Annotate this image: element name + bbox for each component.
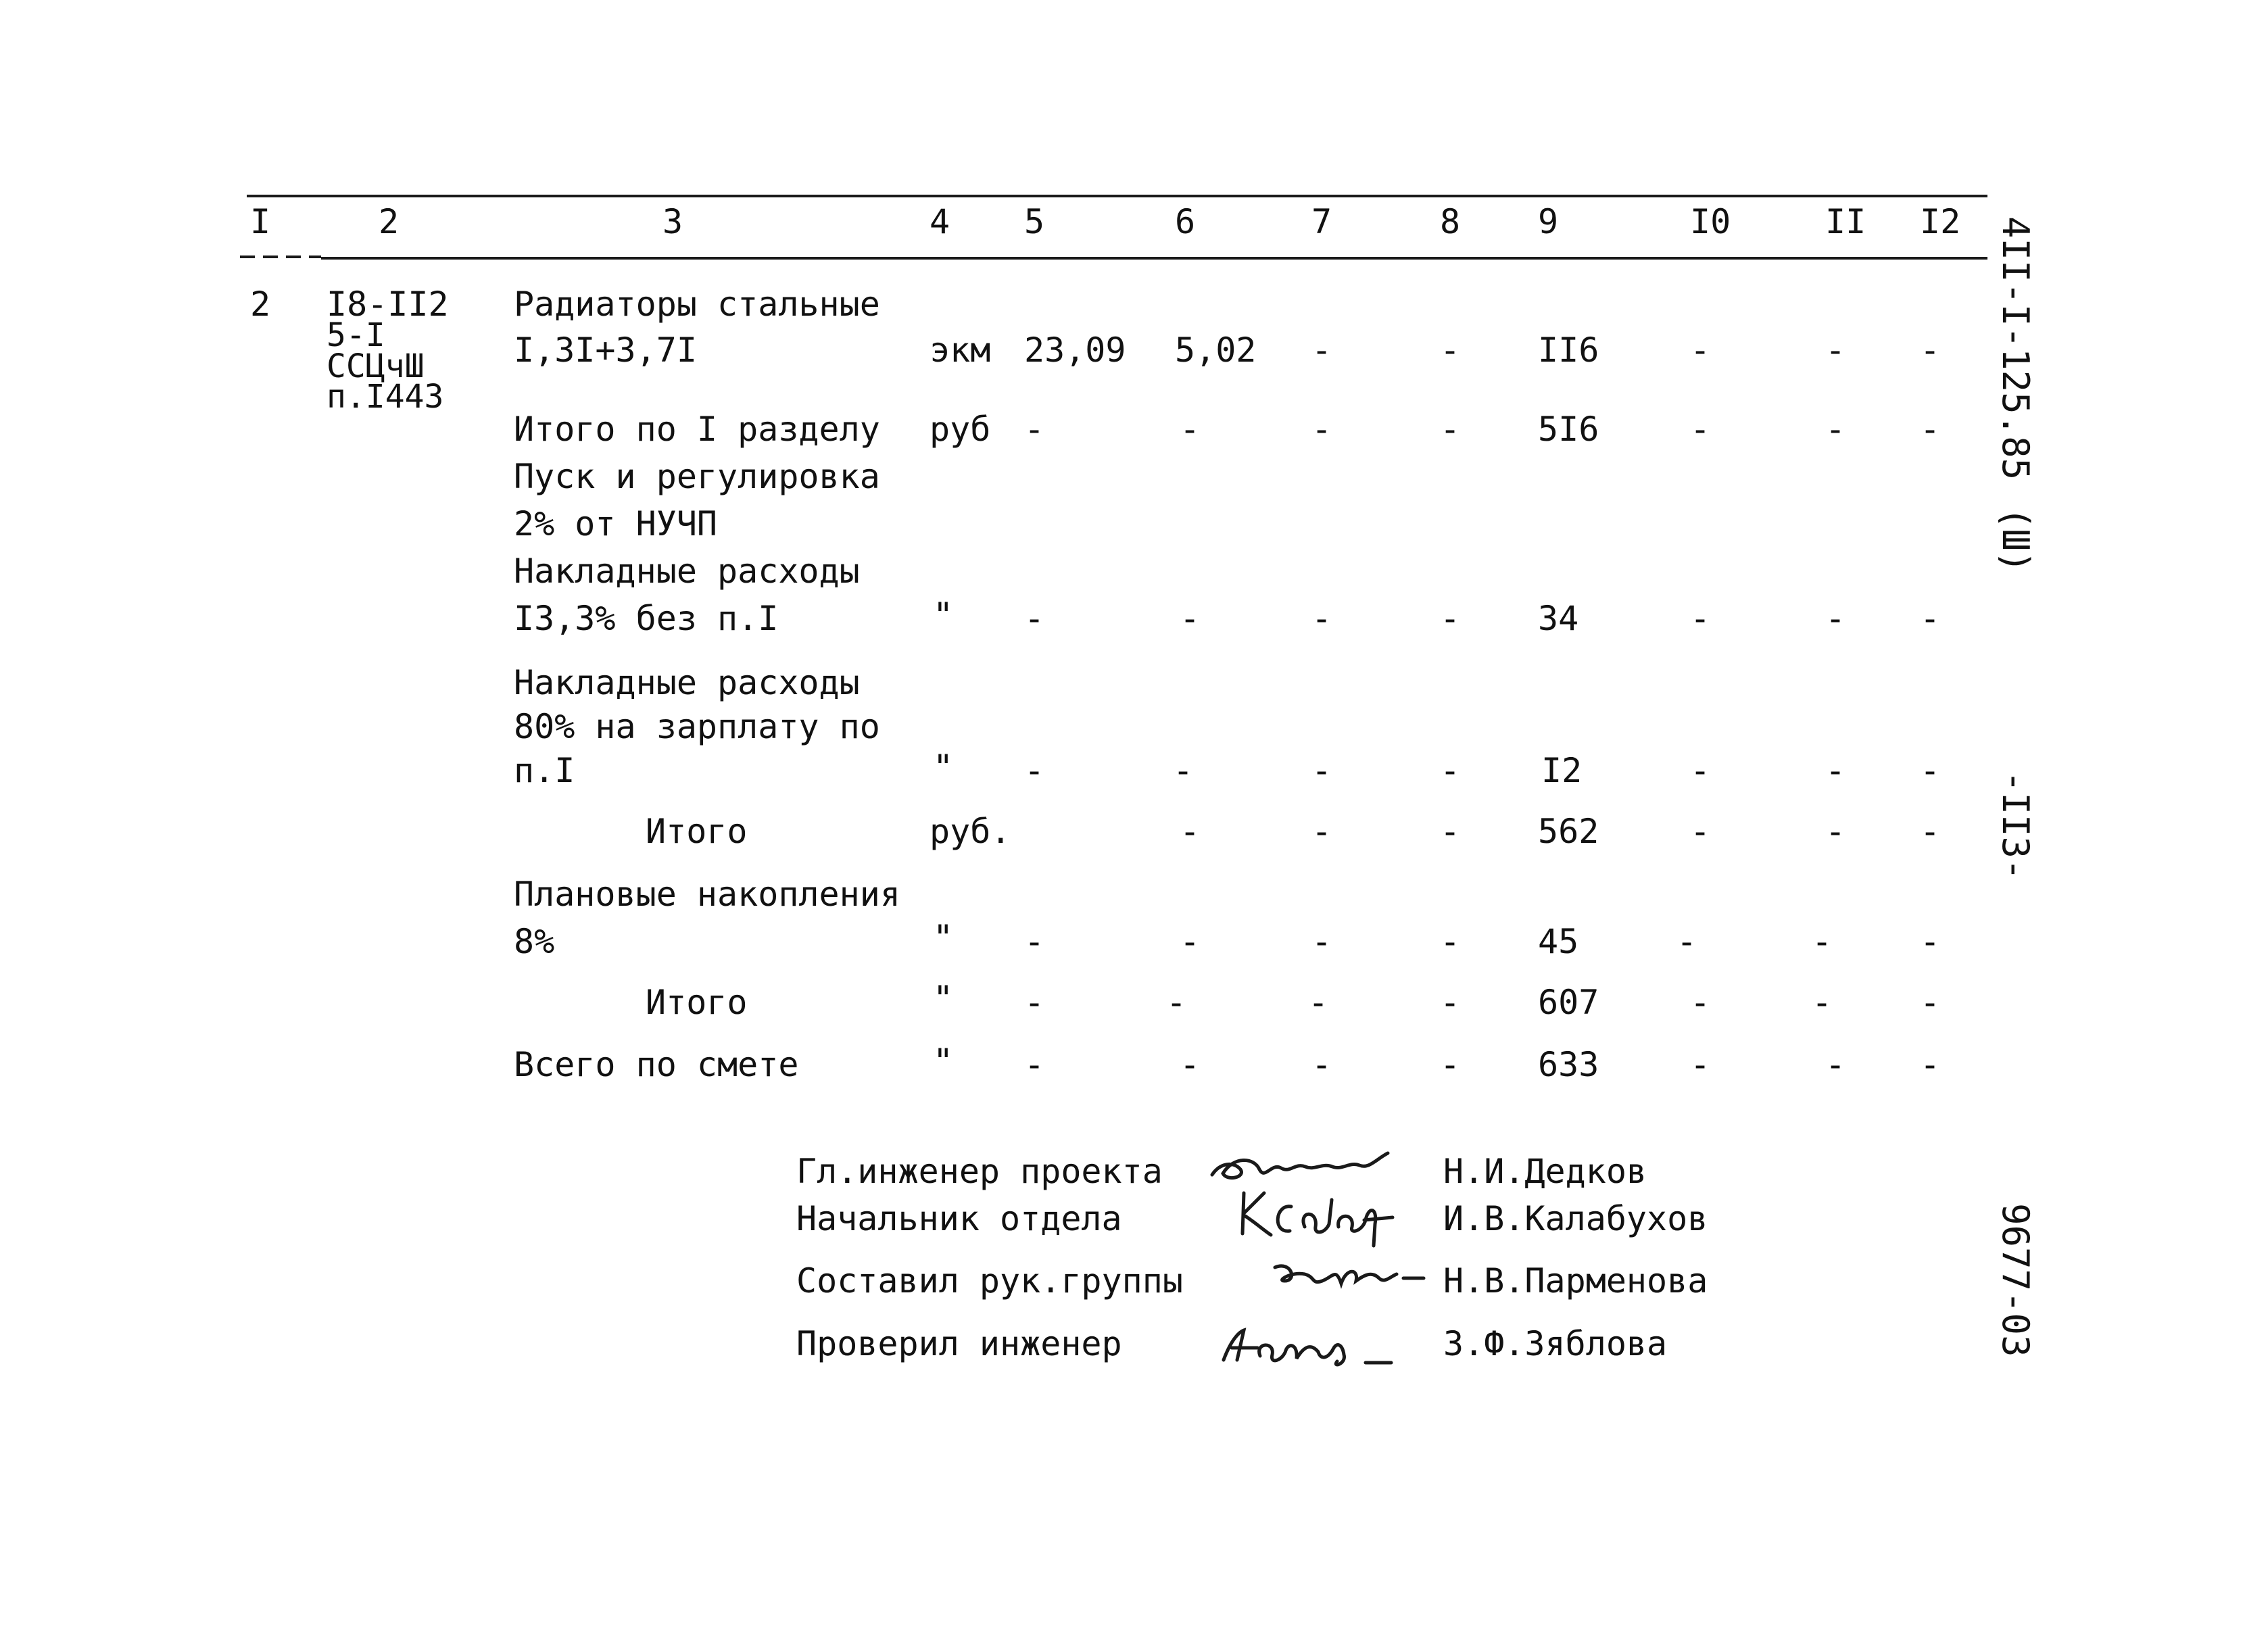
- row-desc: Итого по I разделу: [514, 410, 880, 449]
- cell-col10: -: [1690, 983, 1711, 1022]
- signature-role: Гл.инженер проекта: [796, 1152, 1163, 1191]
- cell-col11: -: [1825, 410, 1846, 449]
- cell-col6: -: [1180, 599, 1201, 638]
- cell-col5: -: [1024, 983, 1045, 1022]
- cell-col11: -: [1825, 812, 1846, 851]
- cell-col12: -: [1920, 983, 1941, 1022]
- code-line-2: 5-I: [327, 316, 385, 354]
- cell-col7: -: [1311, 751, 1332, 790]
- header-col-11: II: [1825, 202, 1866, 241]
- cell-unit: ": [933, 1042, 954, 1081]
- row-desc: 2% от НУЧП: [514, 504, 718, 543]
- cell-col11: -: [1825, 751, 1846, 790]
- row-number: 2: [250, 285, 271, 324]
- side-page-number: -II3-: [1994, 771, 2037, 881]
- signature-scribble-zyablova: [1217, 1318, 1399, 1372]
- cell-col10: -: [1690, 599, 1711, 638]
- header-col-9: 9: [1538, 202, 1559, 241]
- cell-col6: -: [1180, 1045, 1201, 1084]
- signature-name: Н.И.Дедков: [1443, 1152, 1647, 1191]
- cell-unit: экм: [930, 331, 991, 370]
- cell-col7: -: [1311, 812, 1332, 851]
- cell-col11: -: [1812, 922, 1833, 961]
- cell-col5: -: [1024, 751, 1045, 790]
- cell-col11: -: [1825, 1045, 1846, 1084]
- header-col-6: 6: [1175, 202, 1196, 241]
- signature-role: Составил рук.группы: [796, 1261, 1183, 1300]
- cell-col6: -: [1180, 812, 1201, 851]
- cell-col6: 5,02: [1175, 331, 1257, 370]
- cell-col10: -: [1690, 812, 1711, 851]
- signature-name: З.Ф.Зяблова: [1443, 1324, 1668, 1363]
- code-line-1: I8-II2: [327, 285, 449, 324]
- cell-unit: ": [933, 595, 954, 635]
- cell-col8: -: [1440, 812, 1461, 851]
- cell-col7: -: [1311, 331, 1332, 370]
- row-desc: Всего по смете: [514, 1045, 799, 1084]
- cell-col5: -: [1024, 922, 1045, 961]
- cell-col9: II6: [1538, 331, 1599, 370]
- cell-col7: -: [1311, 599, 1332, 638]
- header-col-4: 4: [930, 202, 950, 241]
- side-doc-code: 4II-I-125.85: [1994, 216, 2037, 481]
- row-desc: Итого: [646, 983, 748, 1022]
- cell-unit: ": [933, 979, 954, 1018]
- cell-col9: I2: [1541, 751, 1583, 790]
- row-desc: Пуск и регулировка: [514, 457, 880, 496]
- cell-col9: 5I6: [1538, 410, 1599, 449]
- cell-col6: -: [1180, 410, 1201, 449]
- signature-scribble-parmenova: [1271, 1254, 1426, 1294]
- header-col-12: I2: [1920, 202, 1961, 241]
- cell-col12: -: [1920, 922, 1941, 961]
- cell-col9: 45: [1538, 922, 1579, 961]
- cell-col7: -: [1311, 410, 1332, 449]
- cell-col8: -: [1440, 751, 1461, 790]
- cell-unit: ": [933, 748, 954, 787]
- cell-col7: -: [1308, 983, 1329, 1022]
- cell-col9: 633: [1538, 1045, 1599, 1084]
- row-desc: I3,3% без п.I: [514, 599, 779, 638]
- header-col-7: 7: [1311, 202, 1332, 241]
- cell-col8: -: [1440, 599, 1461, 638]
- cell-col6: -: [1180, 922, 1201, 961]
- cell-col9: 562: [1538, 812, 1599, 851]
- cell-col7: -: [1311, 1045, 1332, 1084]
- row-desc: Плановые накопления: [514, 875, 900, 914]
- side-inventory-number: 9677-03: [1994, 1203, 2037, 1357]
- cell-unit: ": [933, 918, 954, 957]
- cell-col8: -: [1440, 983, 1461, 1022]
- signature-scribble-dedkov: [1207, 1142, 1396, 1190]
- header-bottom-rule-left: [240, 256, 321, 258]
- cell-col9: 607: [1538, 983, 1599, 1022]
- cell-col6: -: [1173, 751, 1194, 790]
- cell-col6: -: [1166, 983, 1187, 1022]
- signature-role: Проверил инженер: [796, 1324, 1122, 1363]
- cell-col8: -: [1440, 922, 1461, 961]
- signature-role: Начальник отдела: [796, 1199, 1122, 1238]
- cell-col11: -: [1812, 983, 1833, 1022]
- signature-name: И.В.Калабухов: [1443, 1199, 1708, 1238]
- header-col-10: I0: [1690, 202, 1731, 241]
- cell-col8: -: [1440, 1045, 1461, 1084]
- code-line-3: ССЦчШ: [327, 347, 425, 385]
- row-desc: 80% на зарплату по: [514, 707, 880, 746]
- cell-col12: -: [1920, 331, 1941, 370]
- row-desc: Радиаторы стальные: [514, 285, 880, 324]
- header-col-3: 3: [662, 202, 683, 241]
- cell-col5: -: [1024, 599, 1045, 638]
- row-desc: п.I: [514, 751, 575, 790]
- table-top-rule: [247, 195, 1987, 197]
- header-col-5: 5: [1024, 202, 1045, 241]
- cell-col10: -: [1676, 922, 1697, 961]
- cell-col7: -: [1311, 922, 1332, 961]
- cell-col10: -: [1690, 751, 1711, 790]
- row-desc: Накладные расходы: [514, 552, 860, 591]
- cell-col5: 23,09: [1024, 331, 1126, 370]
- cell-col12: -: [1920, 812, 1941, 851]
- cell-col5: -: [1024, 1045, 1045, 1084]
- row-desc: Итого: [646, 812, 748, 851]
- header-col-8: 8: [1440, 202, 1461, 241]
- cell-col8: -: [1440, 410, 1461, 449]
- header-col-2: 2: [379, 202, 400, 241]
- cell-col10: -: [1690, 1045, 1711, 1084]
- cell-col10: -: [1690, 331, 1711, 370]
- cell-col12: -: [1920, 599, 1941, 638]
- cell-col12: -: [1920, 410, 1941, 449]
- row-desc: I,3I+3,7I: [514, 331, 697, 370]
- cell-col9: 34: [1538, 599, 1579, 638]
- signature-name: Н.В.Парменова: [1443, 1261, 1708, 1300]
- side-section-mark: (Ш): [1994, 507, 2037, 573]
- cell-unit: руб.: [930, 812, 1011, 851]
- header-bottom-rule: [321, 257, 1987, 260]
- signature-scribble-kalabukhov: [1230, 1186, 1406, 1250]
- cell-col12: -: [1920, 1045, 1941, 1084]
- cell-col5: -: [1024, 410, 1045, 449]
- cell-col11: -: [1825, 331, 1846, 370]
- code-line-4: п.I443: [327, 378, 444, 416]
- cell-col8: -: [1440, 331, 1461, 370]
- cell-col11: -: [1825, 599, 1846, 638]
- header-col-1: I: [250, 202, 271, 241]
- row-desc: Накладные расходы: [514, 663, 860, 702]
- cell-col12: -: [1920, 751, 1941, 790]
- cell-col10: -: [1690, 410, 1711, 449]
- row-desc: 8%: [514, 922, 555, 961]
- cell-unit: руб: [930, 410, 991, 449]
